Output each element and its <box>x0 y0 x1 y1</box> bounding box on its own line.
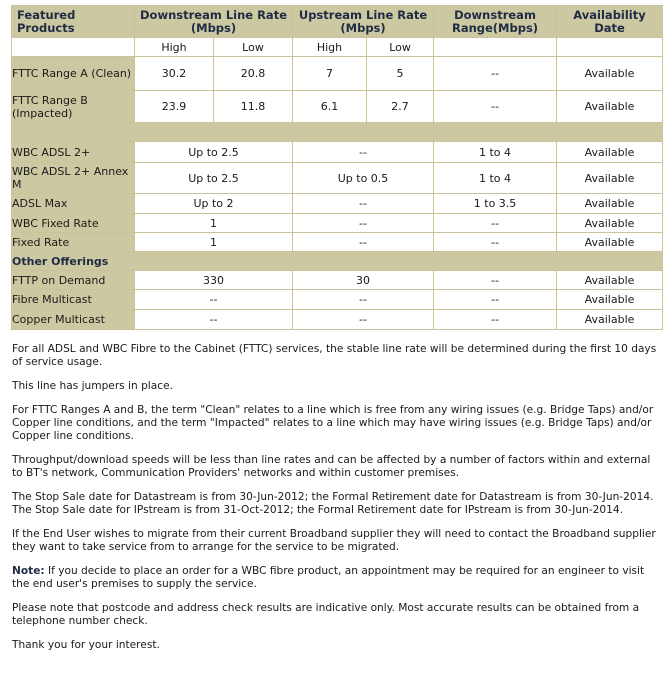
subheader-blank <box>12 38 135 57</box>
other-offerings-title: Other Offerings <box>12 252 663 271</box>
availability-value: Available <box>557 142 663 163</box>
table-header-row <box>12 6 663 38</box>
note-postcode-check: Please note that postcode and address check results are indicative only. Most accurate results can be obtained from a telephone number check. <box>12 602 640 627</box>
availability-value: Available <box>557 91 663 123</box>
up-low-value: 5 <box>367 57 434 91</box>
range-value: 1 to 4 <box>434 142 557 163</box>
table-row <box>12 57 663 91</box>
header-downstream-range: Downstream Range(Mbps) <box>434 6 557 38</box>
down-high-value: 30.2 <box>135 57 214 91</box>
downstream-value: 1 <box>135 214 293 233</box>
downstream-value: Up to 2.5 <box>135 142 293 163</box>
notes-section <box>12 343 662 663</box>
table-row <box>12 233 663 252</box>
note-throughput: Throughput/download speeds will be less than line rates and can be affected by a number of factors within and external to BT's network, Communication Providers' networks and within customer premises. <box>12 454 651 479</box>
product-name: Fixed Rate <box>12 233 135 252</box>
section-header-other-offerings <box>12 252 663 271</box>
note-appointment-text: If you decide to place an order for a WBC fibre product, an appointment may be required for an engineer to visit the end user's premises to supply the service. <box>12 565 645 590</box>
header-upstream-line-rate: Upstream Line Rate (Mbps) <box>293 6 434 38</box>
note-jumpers: This line has jumpers in place. <box>12 380 173 392</box>
downstream-value: -- <box>135 290 293 310</box>
range-value: -- <box>434 290 557 310</box>
product-name: WBC ADSL 2+ Annex M <box>12 163 135 194</box>
subheader-avail-blank <box>557 38 663 57</box>
note-label: Note: <box>12 565 45 577</box>
header-availability-date: Availability Date <box>557 6 663 38</box>
product-name: ADSL Max <box>12 194 135 214</box>
subheader-up-low: Low <box>367 38 434 57</box>
upstream-value: -- <box>293 310 434 330</box>
upstream-value: -- <box>293 233 434 252</box>
upstream-value: -- <box>293 194 434 214</box>
section-divider <box>12 123 663 142</box>
note-migration: If the End User wishes to migrate from their current Broadband supplier they will need to contact the Broadband supplier they want to take service from to arrange for the service to be migrated. <box>12 528 656 553</box>
note-stop-sale: The Stop Sale date for Datastream is from 30-Jun-2012; the Formal Retirement date for Datastream is from 30-Jun-2014. The Stop Sale date for IPstream is from 31-Oct-2012; the Formal Retirement date for IPstream is from 30-Jun-2014. <box>12 491 654 516</box>
note-appointment <box>12 565 662 591</box>
availability-value: Available <box>557 163 663 194</box>
availability-value: Available <box>557 290 663 310</box>
table-row <box>12 194 663 214</box>
upstream-value: Up to 0.5 <box>293 163 434 194</box>
availability-value: Available <box>557 57 663 91</box>
range-value: -- <box>434 310 557 330</box>
product-name: FTTC Range A (Clean) <box>12 57 135 91</box>
table-row <box>12 142 663 163</box>
note-clean-impacted: For FTTC Ranges A and B, the term "Clean" relates to a line which is free from any wiring issues (e.g. Bridge Taps) and/or Copper line conditions, and the term "Impacted" relates to a line which may have wiring issues (e.g. Bridge Taps) and/or Copper line conditions. <box>12 404 654 442</box>
downstream-value: 330 <box>135 271 293 290</box>
header-featured-products: Featured Products <box>12 6 135 38</box>
table-row <box>12 91 663 123</box>
availability-value: Available <box>557 310 663 330</box>
upstream-value: -- <box>293 290 434 310</box>
range-value: 1 to 3.5 <box>434 194 557 214</box>
product-name: Fibre Multicast <box>12 290 135 310</box>
subheader-range-blank <box>434 38 557 57</box>
subheader-up-high: High <box>293 38 367 57</box>
table-row <box>12 163 663 194</box>
product-name: WBC Fixed Rate <box>12 214 135 233</box>
downstream-value: Up to 2.5 <box>135 163 293 194</box>
range-value: -- <box>434 214 557 233</box>
header-downstream-line-rate: Downstream Line Rate (Mbps) <box>135 6 293 38</box>
table-row <box>12 214 663 233</box>
up-low-value: 2.7 <box>367 91 434 123</box>
table-row <box>12 271 663 290</box>
down-low-value: 20.8 <box>214 57 293 91</box>
table-row <box>12 310 663 330</box>
range-value: -- <box>434 91 557 123</box>
range-value: -- <box>434 233 557 252</box>
availability-value: Available <box>557 271 663 290</box>
downstream-value: 1 <box>135 233 293 252</box>
up-high-value: 7 <box>293 57 367 91</box>
subheader-down-low: Low <box>214 38 293 57</box>
upstream-value: -- <box>293 142 434 163</box>
upstream-value: 30 <box>293 271 434 290</box>
range-value: -- <box>434 57 557 91</box>
subheader-down-high: High <box>135 38 214 57</box>
product-name: FTTP on Demand <box>12 271 135 290</box>
product-name: FTTC Range B (Impacted) <box>12 91 135 123</box>
note-thank-you: Thank you for your interest. <box>12 639 160 651</box>
down-high-value: 23.9 <box>135 91 214 123</box>
down-low-value: 11.8 <box>214 91 293 123</box>
product-name: Copper Multicast <box>12 310 135 330</box>
range-value: -- <box>434 271 557 290</box>
range-value: 1 to 4 <box>434 163 557 194</box>
note-stable-line-rate: For all ADSL and WBC Fibre to the Cabinet (FTTC) services, the stable line rate will be determined during the first 10 days of service usage. <box>12 343 657 368</box>
featured-products-table <box>11 5 663 330</box>
upstream-value: -- <box>293 214 434 233</box>
product-name: WBC ADSL 2+ <box>12 142 135 163</box>
up-high-value: 6.1 <box>293 91 367 123</box>
availability-value: Available <box>557 214 663 233</box>
downstream-value: -- <box>135 310 293 330</box>
availability-value: Available <box>557 194 663 214</box>
downstream-value: Up to 2 <box>135 194 293 214</box>
table-row <box>12 290 663 310</box>
subheader-row <box>12 38 663 57</box>
availability-value: Available <box>557 233 663 252</box>
